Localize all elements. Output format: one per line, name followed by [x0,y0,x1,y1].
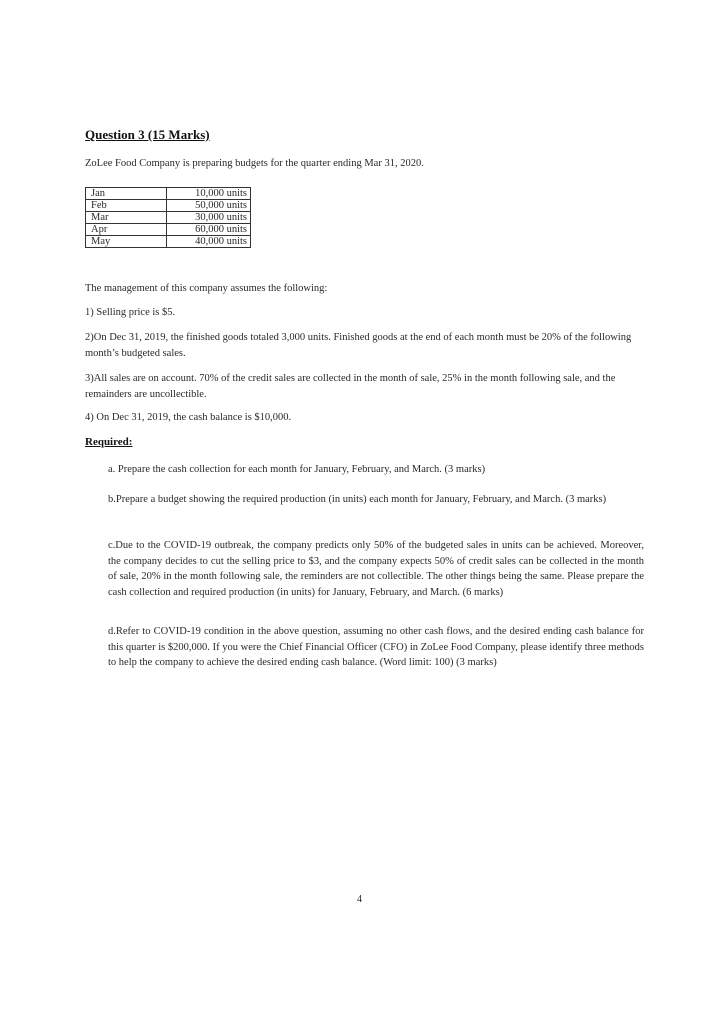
requirement-b: b.Prepare a budget showing the required production (in units) each month for January, February, and March. (3 marks) [108,494,607,505]
month-cell: Apr [86,224,167,236]
month-cell: Jan [86,188,167,200]
month-cell: Feb [86,200,167,212]
requirement-c: c.Due to the COVID-19 outbreak, the company predicts only 50% of the budgeted sales in units can be achieved. Moreover, the company decides to cut the selling price to $3, and the company expects 50% of credit sales can be collected in the month of sale, 20% in the month following sale, the reminders are not collectible. The other things being the same. Please prepare the cash collection and required production (in units) for January, February, and March. (6 marks) [108,540,644,598]
table-row [86,224,251,236]
assumption-4: 4) On Dec 31, 2019, the cash balance is $10,000. [85,412,292,423]
assumption-2: 2)On Dec 31, 2019, the finished goods totaled 3,000 units. Finished goods at the end of each month must be 20% of the following month’s budgeted sales. [85,332,632,359]
table-row [86,200,251,212]
month-cell: May [86,236,167,248]
table-row [86,212,251,224]
units-cell: 10,000 units [167,188,251,200]
assumptions-heading: The management of this company assumes the following: [85,283,328,294]
table-row [86,236,251,248]
requirement-a: a. Prepare the cash collection for each month for January, February, and March. (3 marks) [108,464,486,475]
units-cell: 30,000 units [167,212,251,224]
assumption-1: 1) Selling price is $5. [85,307,176,318]
units-cell: 40,000 units [167,236,251,248]
table-row [86,188,251,200]
question-title: Question 3 (15 Marks) [85,127,210,142]
sales-units-table [85,187,251,248]
assumption-3: 3)All sales are on account. 70% of the credit sales are collected in the month of sale, 25% in the month following sale, and the remainders are uncollectible. [85,373,616,400]
question-intro: ZoLee Food Company is preparing budgets for the quarter ending Mar 31, 2020. [85,158,424,169]
month-cell: Mar [86,212,167,224]
units-cell: 50,000 units [167,200,251,212]
required-heading: Required: [85,436,133,448]
requirement-d: d.Refer to COVID-19 condition in the above question, assuming no other cash flows, and the desired ending cash balance for this quarter is $200,000. If you were the Chief Financial Officer (CFO) in ZoLee Food Company, please identify three methods to help the company to achieve the desired ending cash balance. (Word limit: 100) (3 marks) [108,626,644,668]
units-cell: 60,000 units [167,224,251,236]
page-number: 4 [357,894,362,905]
